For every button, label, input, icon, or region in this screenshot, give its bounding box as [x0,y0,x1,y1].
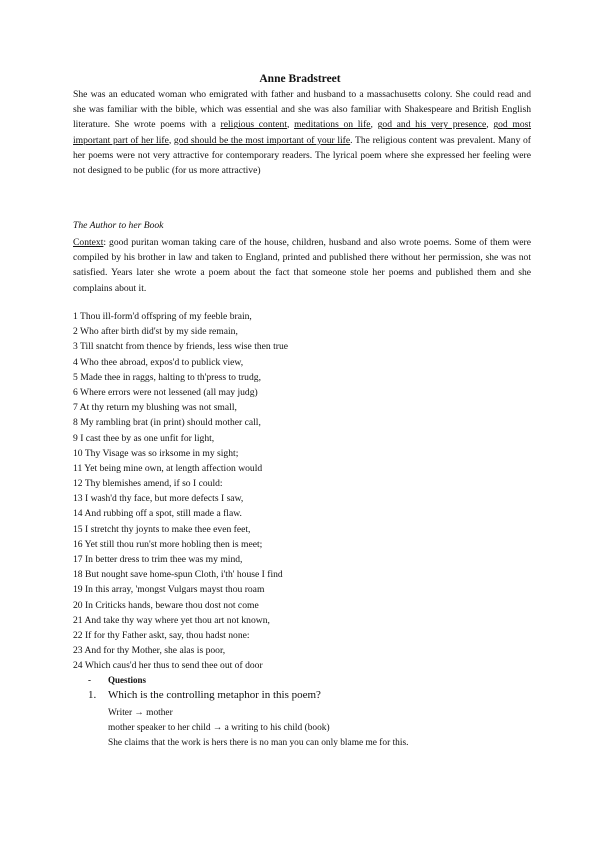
intro-sep-2: , [370,119,378,131]
document-title: Anne Bradstreet [259,73,341,85]
poem-line: 1 Thou ill-form'd offspring of my feeble brain, [73,311,252,322]
poem-line: 3 Till snatcht from thence by friends, less wise then true [73,341,289,353]
answer-line: She claims that the work is hers there is no man you can only blame me for this. [108,738,409,748]
poem-line: 21 And take thy way where yet thou art not known, [73,614,270,626]
poem-line: 9 I cast thee by as one unfit for light, [73,432,215,444]
question-text: Which is the controlling metaphor in this poem? [108,689,321,701]
topic-religious-content: religious content [220,119,288,131]
intro-sep-3: , [486,119,494,131]
poem-line: 14 And rubbing off a spot, still made a flaw. [73,508,242,520]
poem-line: 16 Yet still thou run'st more hobling then is meet; [73,538,263,550]
poem-lines [73,309,288,674]
poem-line: 4 Who thee abroad, expos'd to publick view, [73,356,244,368]
poem-line: 17 In better dress to trim thee was my mind, [73,554,243,565]
context-paragraph [73,235,531,296]
poem-line: 5 Made thee in raggs, halting to th'press to trudg, [73,371,261,383]
poem-line: 13 I wash'd thy face, but more defects I saw, [73,493,244,505]
context-text: : good puritan woman taking care of the house, children, husband and also wrote poems. Some of them were compiled by his brother in law and taken to England, printed and published there without her permission, she was not satisfied. Years later she wrote a poem about the fact that someone stole her poems and published them and she complains about it. [73,237,531,294]
poem-line: 2 Who after birth did'st by my side remain, [73,326,238,338]
poem-line: 23 And for thy Mother, she alas is poor, [73,645,226,657]
poem-line: 8 My rambling brat (in print) should mother call, [73,417,261,429]
poem-line: 18 But nought save home-spun Cloth, i'th' house I find [73,569,283,581]
answer-line: mother speaker to her child → a writing to his child (book) [108,723,330,733]
topic-meditations: meditations on life [294,119,371,131]
questions-heading [88,675,146,685]
intro-sep-4: , [168,134,174,146]
questions-heading-text: Questions [108,675,147,685]
question-number: 1. [88,689,97,701]
poem-line: 24 Which caus'd her thus to send thee out of door [73,660,263,672]
intro-paragraph [73,87,531,178]
answer-line: Writer → mother [108,708,173,718]
poem-line: 10 Thy Visage was so irksome in my sight; [73,447,239,459]
topic-god-most-important: god should be the most important of your life [173,134,351,146]
intro-text-1: She was an educated woman who emigrated with father and husband to a massachusetts colony. She could read and she was familiar with the bible, which was essential and she was also familiar with Shakespeare and British English literature. She wrote poems with a [73,89,531,131]
questions-bullet: - [88,675,91,685]
poem-line: 12 Thy blemishes amend, if so I could: [73,478,223,490]
topic-god-important-part: god most important part of her life [73,119,532,146]
poem-line: 6 Where errors were not lessened (all may judg) [73,386,258,398]
poem-line: 20 In Criticks hands, beware thou dost not come [73,599,259,611]
intro-text-2: . The religious content was prevalent. Many of her poems were not very attractive for contemporary readers. The lyrical poem where she expressed her feeling were not designed to be public (for us more attractive) [73,134,532,177]
section-title: The Author to her Book [73,220,164,231]
poem-line: 15 I stretcht thy joynts to make thee even feet, [73,523,251,535]
poem-line: 22 If for thy Father askt, say, thou hadst none: [73,629,250,641]
poem-line: 7 At thy return my blushing was not small, [73,402,237,414]
context-label: Context [73,237,104,248]
poem-line: 19 In this array, 'mongst Vulgars mayst thou roam [73,584,265,596]
intro-sep-1: , [287,119,295,131]
poem-line: 11 Yet being mine own, at length affection would [73,462,263,474]
question-1 [88,689,321,701]
topic-god-presence: god and his very presence [377,119,487,131]
